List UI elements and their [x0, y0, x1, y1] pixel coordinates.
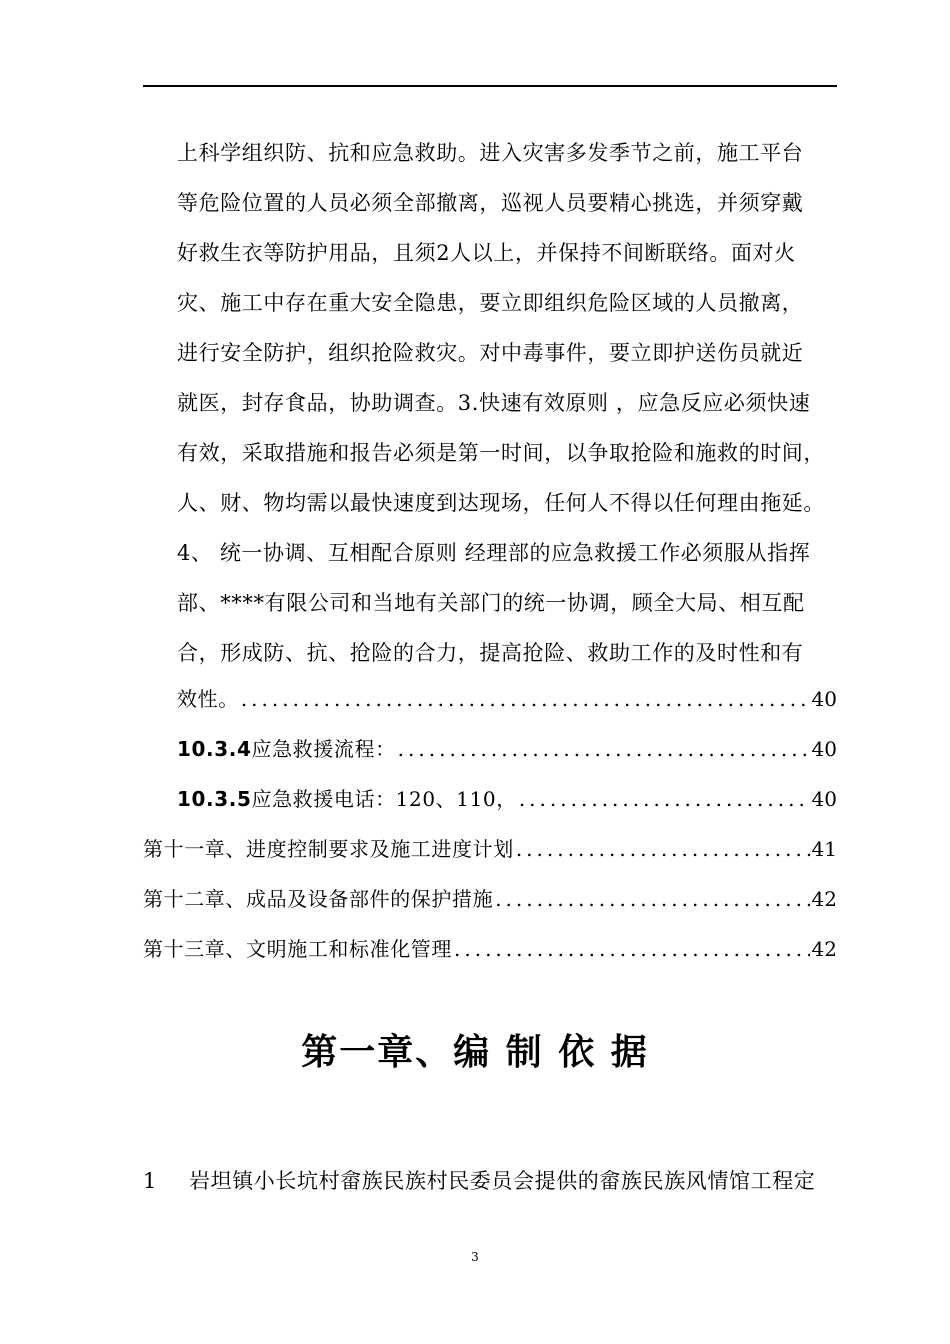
header-rule — [143, 85, 837, 87]
body-line: 就医，封存食品，协助调查。3.快速有效原则 ，应急反应必须快速 — [177, 391, 811, 415]
toc-entry-page: 42 — [811, 937, 837, 961]
toc-entry[interactable] — [177, 784, 837, 814]
toc-entry-label: 效性。 — [177, 687, 239, 711]
toc-entry-number: 10.3.5 — [177, 787, 252, 811]
toc-entry-title — [177, 784, 517, 814]
toc-leader — [519, 784, 810, 814]
toc-leader — [398, 734, 810, 764]
body-line: 好救生衣等防护用品，且须2人以上，并保持不间断联络。面对火 — [177, 241, 796, 265]
toc-entry[interactable] — [143, 884, 837, 914]
body-line: 人、财、物均需以最快速度到达现场，任何人不得以任何理由拖延。 — [177, 491, 825, 515]
body-line: 4、 统一协调、互相配合原则 经理部的应急救援工作必须服从指挥 — [177, 541, 811, 565]
toc-entry-page: 41 — [811, 837, 837, 861]
page-number: 3 — [471, 1250, 479, 1264]
toc-leader — [454, 934, 810, 964]
toc-entry-number: 10.3.4 — [177, 737, 252, 761]
toc-entry-label: 应急救援电话：120、110， — [251, 787, 517, 811]
basis-item-number: 1 — [143, 1169, 157, 1193]
body-line: 上科学组织防、抗和应急救助。进入灾害多发季节之前，施工平台 — [177, 141, 804, 165]
toc-entry-label: 第十三章、文明施工和标准化管理 — [143, 937, 452, 961]
body-line: 合，形成防、抗、抢险的合力，提高抢险、救助工作的及时性和有 — [177, 641, 804, 665]
toc-entry[interactable] — [177, 684, 837, 714]
toc-entry[interactable] — [177, 734, 837, 764]
toc-entry-page: 40 — [811, 687, 837, 711]
basis-item-text: 岩坦镇小长坑村畲族民族村民委员会提供的畲族民族风情馆工程定 — [189, 1169, 816, 1193]
toc-entry[interactable] — [143, 934, 837, 964]
toc-entry-page: 40 — [811, 737, 837, 761]
chapter-title: 第一章、编 制 依 据 — [301, 1032, 649, 1073]
toc-entry-page: 42 — [811, 887, 837, 911]
body-line: 有效，采取措施和报告必须是第一时间，以争取抢险和施救的时间， — [177, 441, 825, 465]
toc-leader — [495, 884, 809, 914]
toc-entry-title — [177, 734, 396, 764]
toc-leader — [516, 834, 810, 864]
toc-entry-label: 第十二章、成品及设备部件的保护措施 — [143, 887, 494, 911]
toc-entry-page: 40 — [811, 787, 837, 811]
basis-item — [143, 1166, 815, 1196]
body-line: 灾、施工中存在重大安全隐患，要立即组织危险区域的人员撤离， — [177, 291, 804, 315]
toc-leader — [241, 684, 810, 714]
toc-entry-label: 第十一章、进度控制要求及施工进度计划 — [143, 837, 514, 861]
body-line: 等危险位置的人员必须全部撤离，巡视人员要精心挑选，并须穿戴 — [177, 191, 804, 215]
toc-entry-label: 应急救援流程： — [251, 737, 396, 761]
toc-entry[interactable] — [143, 834, 837, 864]
body-line: 进行安全防护，组织抢险救灾。对中毒事件，要立即护送伤员就近 — [177, 341, 804, 365]
body-line: 部、****有限公司和当地有关部门的统一协调，顾全大局、相互配 — [177, 591, 805, 615]
